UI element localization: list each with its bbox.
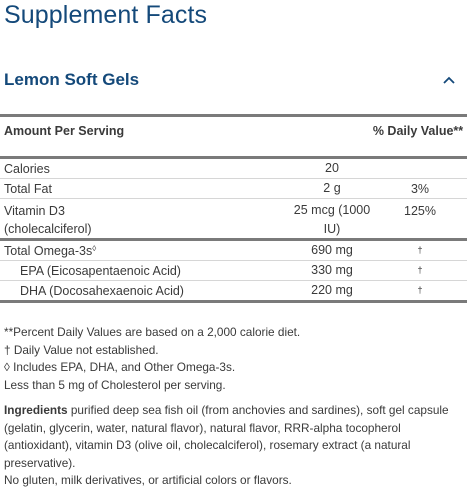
footnote: **Percent Daily Values are based on a 2,000 calorie diet.	[4, 325, 301, 339]
nutrient-amount: 2 g	[323, 181, 341, 195]
nutrient-name: Calories	[4, 162, 50, 176]
ingredients-note: No gluten, milk derivatives, or artificial colors or flavors.	[4, 473, 292, 488]
nutrient-daily-value: †	[417, 285, 423, 295]
nutrient-amount: 690 mg	[311, 243, 353, 257]
omega-footnote-mark: ◊	[92, 244, 97, 253]
table-row	[0, 199, 467, 241]
nutrient-name-sub: (cholecalciferol)	[4, 222, 92, 236]
section-header-toggle[interactable]	[0, 66, 467, 96]
table-header-row	[0, 114, 467, 159]
section-title: Lemon Soft Gels	[4, 70, 140, 89]
nutrient-daily-value: 3%	[410, 182, 430, 196]
nutrient-name: EPA (Eicosapentaenoic Acid)	[20, 264, 181, 278]
ingredients-block	[4, 402, 466, 490]
table-row	[0, 241, 467, 261]
nutrient-name-main: Total Omega-3s	[4, 244, 93, 258]
supplement-facts-table	[0, 114, 467, 303]
nutrient-name	[4, 244, 96, 258]
ingredients-list: purified deep sea fish oil (from anchovies and sardines), soft gel capsule (gelatin, glycerin, water, natural flavor), natural flavor, RRR-alpha tocopherol (antioxidant), vitamin D3 (olive oil, cholecalciferol), rosemary extract (a natural preservative).	[4, 403, 449, 470]
footnote: † Daily Value not established.	[4, 342, 159, 357]
ingredients-label: Ingredients	[4, 403, 68, 417]
nutrient-name-main: Vitamin D3	[4, 204, 65, 218]
table-row	[0, 261, 467, 281]
table-row	[0, 281, 467, 303]
nutrient-amount: 20	[325, 161, 339, 175]
amount-per-serving-header: Amount Per Serving	[4, 124, 125, 138]
table-row	[0, 179, 467, 199]
nutrient-name	[4, 202, 92, 238]
nutrient-daily-value: †	[417, 265, 423, 275]
nutrient-name: Total Fat	[4, 182, 52, 196]
nutrient-daily-value: 125%	[404, 204, 436, 218]
ingredients-text	[4, 402, 466, 472]
footnotes	[4, 324, 464, 394]
nutrient-name: DHA (Docosahexaenoic Acid)	[20, 284, 184, 298]
nutrient-amount: 25 mcg (1000 IU)	[293, 203, 371, 236]
footnote: ◊ Includes EPA, DHA, and Other Omega-3s.	[4, 360, 236, 375]
nutrient-amount: 330 mg	[311, 263, 353, 277]
nutrient-daily-value: †	[417, 245, 423, 255]
page-title: Supplement Facts	[4, 1, 208, 29]
chevron-up-icon[interactable]	[443, 76, 455, 84]
daily-value-header: % Daily Value**	[372, 124, 464, 138]
table-row	[0, 159, 467, 179]
nutrient-amount: 220 mg	[311, 283, 353, 297]
footnote: Less than 5 mg of Cholesterol per serving.	[4, 377, 226, 392]
